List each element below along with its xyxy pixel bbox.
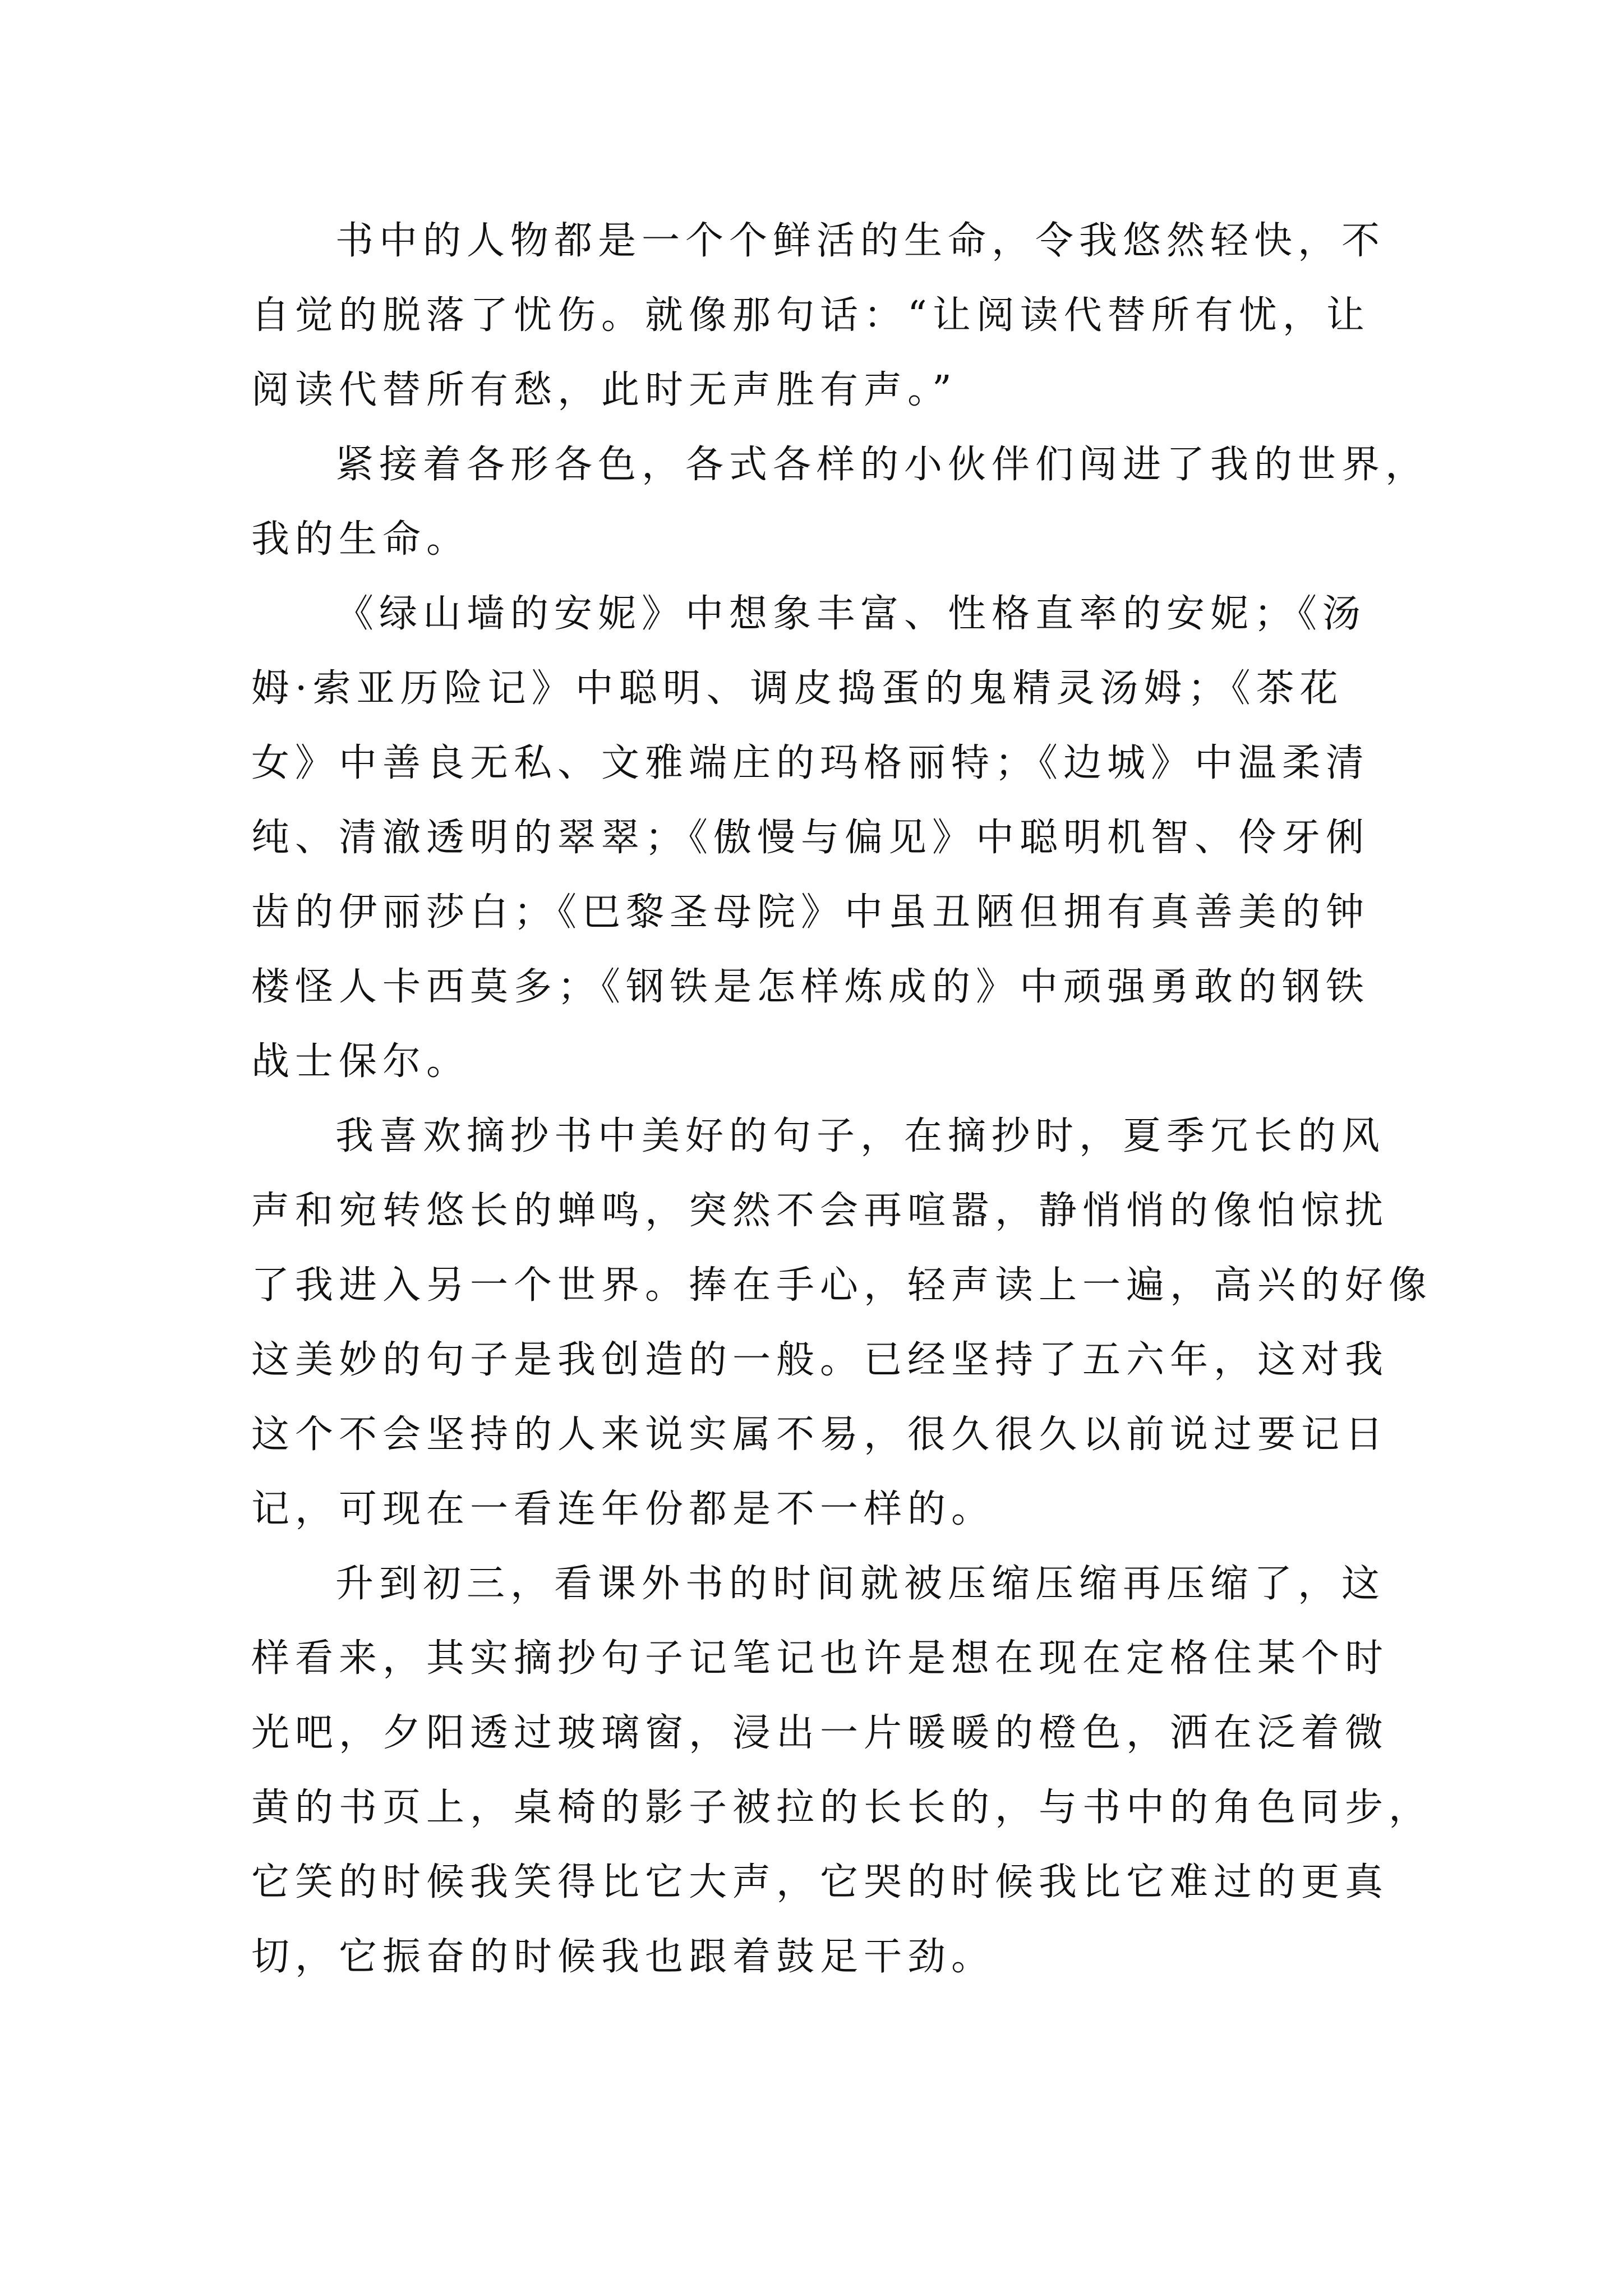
paragraph-5-line-5: 它笑的时候我笑得比它大声，它哭的时候我比它难过的更真: [251, 1860, 1389, 1904]
paragraph-2-line-2: 我的生命。: [251, 517, 471, 562]
paragraph-3-line-6: 楼怪人卡西莫多；《钢铁是怎样炼成的》中顽强勇敢的钢铁: [251, 965, 1370, 1009]
paragraph-3-line-2: 姆·索亚历险记》中聪明、调皮捣蛋的鬼精灵汤姆；《茶花: [251, 666, 1344, 711]
paragraph-5-line-1: 升到初三，看课外书的时间就被压缩压缩再压缩了，这: [335, 1562, 1386, 1606]
paragraph-5-line-6: 切，它振奋的时候我也跟着鼓足干劲。: [251, 1935, 995, 1979]
paragraph-4-line-2: 声和宛转悠长的蝉鸣，突然不会再喧嚣，静悄悄的像怕惊扰: [251, 1189, 1389, 1233]
paragraph-3-line-5: 齿的伊丽莎白；《巴黎圣母院》中虽丑陋但拥有真善美的钟: [251, 890, 1370, 935]
paragraph-4-line-3: 了我进入另一个世界。捧在手心，轻声读上一遍，高兴的好像: [251, 1263, 1433, 1308]
paragraph-5-line-3: 光吧，夕阳透过玻璃窗，浸出一片暖暖的橙色，洒在泛着微: [251, 1711, 1389, 1755]
paragraph-3-line-1: 《绿山墙的安妮》中想象丰富、性格直率的安妮；《汤: [335, 592, 1367, 636]
paragraph-4-line-5: 这个不会坚持的人来说实属不易，很久很久以前说过要记日: [251, 1412, 1389, 1457]
paragraph-4-line-1: 我喜欢摘抄书中美好的句子，在摘抄时，夏季冗长的风: [335, 1114, 1386, 1158]
paragraph-1-line-2: 自觉的脱落了忧伤。就像那句话：“让阅读代替所有忧，让: [251, 293, 1370, 338]
paragraph-2-line-1: 紧接着各形各色，各式各样的小伙伴们闯进了我的世界，: [335, 443, 1430, 487]
paragraph-1-line-3: 阅读代替所有愁，此时无声胜有声。”: [251, 368, 957, 412]
paragraph-4-line-4: 这美妙的句子是我创造的一般。已经坚持了五六年，这对我: [251, 1338, 1389, 1382]
paragraph-3-line-7: 战士保尔。: [251, 1039, 471, 1084]
paragraph-1-line-1: 书中的人物都是一个个鲜活的生命，令我悠然轻快，不: [335, 219, 1386, 263]
paragraph-3-line-3: 女》中善良无私、文雅端庄的玛格丽特；《边城》中温柔清: [251, 741, 1370, 785]
paragraph-3-line-4: 纯、清澈透明的翠翠；《傲慢与偏见》中聪明机智、伶牙俐: [251, 816, 1370, 860]
paragraph-5-line-2: 样看来，其实摘抄句子记笔记也许是想在现在定格住某个时: [251, 1636, 1389, 1681]
paragraph-5-line-4: 黄的书页上，桌椅的影子被拉的长长的，与书中的角色同步，: [251, 1786, 1433, 1830]
paragraph-4-line-6: 记，可现在一看连年份都是不一样的。: [251, 1487, 995, 1531]
